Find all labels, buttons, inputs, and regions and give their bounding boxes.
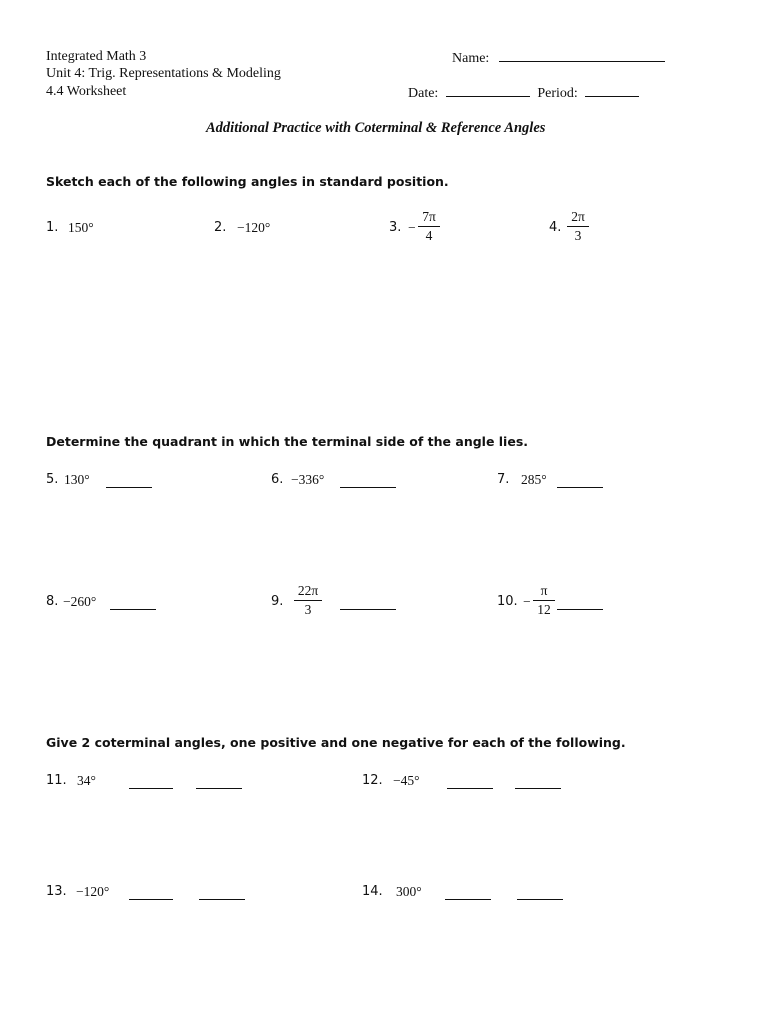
fraction-bar <box>567 226 589 227</box>
item-2-number: 2. <box>214 220 227 235</box>
name-field[interactable] <box>452 49 665 67</box>
item-12-number: 12. <box>362 773 383 788</box>
item-4-denominator: 3 <box>574 228 582 243</box>
item-3-sign: − <box>408 220 416 235</box>
item-6-answer-blank[interactable] <box>340 486 396 488</box>
item-14-angle: 300° <box>396 884 422 899</box>
fraction-bar <box>418 226 440 227</box>
item-9-numerator: 22π <box>297 583 319 598</box>
item-10-sign: − <box>523 594 531 609</box>
item-6-number: 6. <box>271 472 284 487</box>
period-blank[interactable] <box>585 84 639 97</box>
item-9-answer-blank[interactable] <box>340 608 396 610</box>
item-5-number: 5. <box>46 472 59 487</box>
item-4-fraction <box>567 209 589 244</box>
item-10-numerator: π <box>540 583 548 598</box>
item-13-negative-blank[interactable] <box>199 898 245 900</box>
page-title: Additional Practice with Coterminal & Reference Angles <box>206 120 546 136</box>
item-5-angle: 130° <box>64 472 90 487</box>
item-9-denominator: 3 <box>304 602 312 617</box>
item-10-answer-blank[interactable] <box>557 608 603 610</box>
item-7-answer-blank[interactable] <box>557 486 603 488</box>
item-7-number: 7. <box>497 472 510 487</box>
coterminal-instruction: Give 2 coterminal angles, one positive and one negative for each of the following. <box>46 735 626 750</box>
item-14-positive-blank[interactable] <box>445 898 491 900</box>
item-3-numerator: 7π <box>422 209 436 224</box>
item-10-number: 10. <box>497 594 518 609</box>
item-11-positive-blank[interactable] <box>129 787 173 789</box>
fraction-bar <box>533 600 555 601</box>
item-13-angle: −120° <box>76 884 110 899</box>
date-blank[interactable] <box>446 84 530 97</box>
item-9-fraction <box>294 583 322 618</box>
item-11-number: 11. <box>46 773 67 788</box>
course-name: Integrated Math 3 <box>46 49 147 64</box>
item-5-answer-blank[interactable] <box>106 486 152 488</box>
date-field[interactable] <box>408 84 639 102</box>
worksheet-name: 4.4 Worksheet <box>46 84 127 99</box>
name-blank[interactable] <box>499 49 665 62</box>
item-4-numerator: 2π <box>571 209 585 224</box>
name-label: Name: <box>452 51 490 66</box>
sketch-instruction: Sketch each of the following angles in standard position. <box>46 174 449 189</box>
item-8-angle: −260° <box>63 594 97 609</box>
period-label: Period: <box>537 86 578 101</box>
item-8-answer-blank[interactable] <box>110 608 156 610</box>
item-9-number: 9. <box>271 594 284 609</box>
item-10-denominator: 12 <box>537 602 551 617</box>
item-4-number: 4. <box>549 220 562 235</box>
item-8-number: 8. <box>46 594 59 609</box>
item-12-angle: −45° <box>393 773 420 788</box>
item-3-number: 3. <box>389 220 402 235</box>
item-1-angle: 150° <box>68 220 94 235</box>
item-10-fraction <box>533 583 555 618</box>
quadrant-instruction: Determine the quadrant in which the terminal side of the angle lies. <box>46 434 529 449</box>
item-3-fraction <box>418 209 440 244</box>
date-label: Date: <box>408 86 439 101</box>
item-2-angle: −120° <box>237 220 271 235</box>
item-3-denominator: 4 <box>425 228 433 243</box>
fraction-bar <box>294 600 322 601</box>
item-13-number: 13. <box>46 884 67 899</box>
item-12-negative-blank[interactable] <box>515 787 561 789</box>
item-7-angle: 285° <box>521 472 547 487</box>
item-13-positive-blank[interactable] <box>129 898 173 900</box>
item-14-negative-blank[interactable] <box>517 898 563 900</box>
item-14-number: 14. <box>362 884 383 899</box>
item-11-angle: 34° <box>77 773 96 788</box>
item-11-negative-blank[interactable] <box>196 787 242 789</box>
item-6-angle: −336° <box>291 472 325 487</box>
unit-name: Unit 4: Trig. Representations & Modeling <box>46 66 281 81</box>
item-12-positive-blank[interactable] <box>447 787 493 789</box>
item-1-number: 1. <box>46 220 59 235</box>
